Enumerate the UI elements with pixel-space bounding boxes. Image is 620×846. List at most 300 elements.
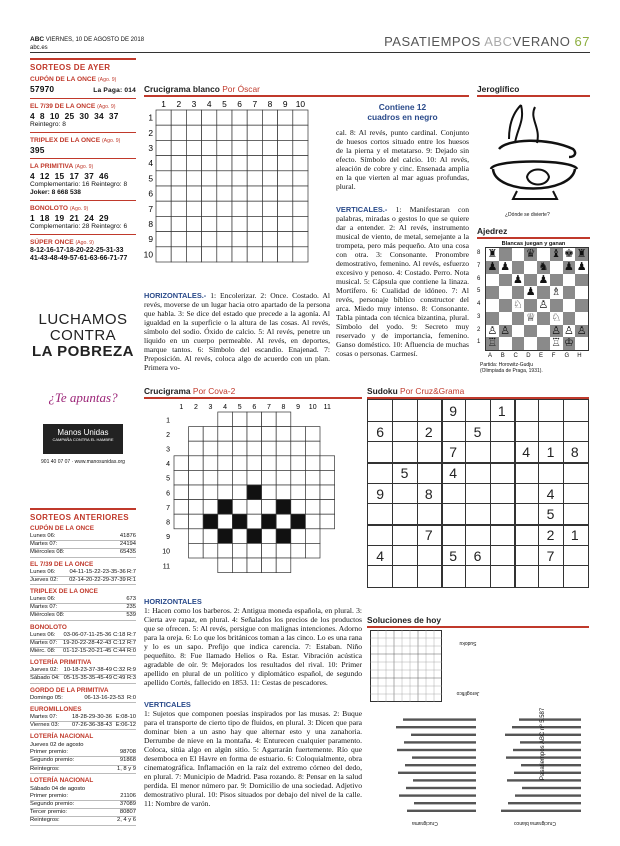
cc-cell[interactable]	[218, 558, 233, 573]
cc-cell[interactable]	[305, 456, 320, 471]
cb-cell[interactable]	[186, 125, 201, 140]
cb-cell[interactable]	[202, 171, 217, 186]
cc-cell[interactable]	[262, 500, 277, 515]
chess-square[interactable]	[563, 274, 576, 287]
chess-caption	[480, 362, 543, 374]
sudoku-cell[interactable]: 8	[570, 444, 579, 461]
cb-cell[interactable]	[217, 156, 232, 171]
cb-cell[interactable]	[278, 156, 293, 171]
chess-square[interactable]	[563, 312, 576, 325]
cb-cell[interactable]	[262, 247, 277, 262]
sudoku-cell[interactable]: 5	[400, 465, 409, 481]
cc-cell[interactable]	[203, 500, 218, 515]
cc-cell[interactable]	[232, 485, 247, 500]
chess-piece[interactable]: ♞	[538, 259, 549, 273]
cb-cell[interactable]	[232, 140, 247, 155]
solution-text-line	[414, 802, 476, 804]
cb-cell[interactable]	[202, 216, 217, 231]
sudoku-cell[interactable]: 4	[522, 444, 531, 461]
chess-piece[interactable]: ♕	[525, 310, 536, 324]
cc-cell[interactable]	[203, 470, 218, 485]
cb-cell[interactable]	[293, 156, 308, 171]
cb-title-row	[144, 84, 469, 94]
cc-rule	[144, 397, 362, 399]
cc-cell[interactable]	[203, 529, 218, 544]
cc-cell[interactable]	[189, 456, 204, 471]
cb-cell[interactable]	[262, 201, 277, 216]
sudoku-cell[interactable]: 4	[546, 485, 555, 502]
cc-cell[interactable]	[247, 427, 262, 442]
cc-cell[interactable]	[305, 485, 320, 500]
chess-square[interactable]	[524, 337, 537, 350]
cb-cell[interactable]	[186, 140, 201, 155]
cc-cell[interactable]	[232, 500, 247, 515]
cc-cell[interactable]	[218, 470, 233, 485]
cc-cell[interactable]	[291, 500, 306, 515]
cc-cell[interactable]	[174, 470, 189, 485]
section-name: PASATIEMPOS	[384, 34, 481, 49]
cc-cell[interactable]	[276, 412, 291, 427]
cc-cell[interactable]	[320, 485, 335, 500]
brand-abc: ABC	[484, 34, 513, 49]
chess-piece[interactable]: ♝	[551, 247, 562, 260]
cc-cell[interactable]	[218, 441, 233, 456]
cb-cell[interactable]	[186, 156, 201, 171]
cc-cell[interactable]	[305, 441, 320, 456]
cc-cell[interactable]	[291, 441, 306, 456]
cb-cell[interactable]	[217, 110, 232, 125]
cb-cell[interactable]	[156, 186, 171, 201]
cb-cell[interactable]	[171, 156, 186, 171]
cb-cell[interactable]	[262, 186, 277, 201]
cb-cell[interactable]	[171, 125, 186, 140]
cb-cell[interactable]	[247, 186, 262, 201]
cb-cell[interactable]	[293, 125, 308, 140]
chess-square[interactable]	[537, 325, 550, 338]
cb-cell[interactable]	[186, 110, 201, 125]
cc-cell[interactable]	[232, 427, 247, 442]
sudoku-cell[interactable]: 1	[497, 403, 506, 419]
cb-cell[interactable]	[293, 216, 308, 231]
chess-piece[interactable]: ♟	[487, 259, 498, 273]
cb-cell[interactable]	[156, 125, 171, 140]
cb-cell[interactable]	[171, 140, 186, 155]
sudoku-cell[interactable]: 6	[376, 423, 385, 440]
sudoku-cell[interactable]: 9	[376, 485, 385, 502]
cb-cell[interactable]	[202, 110, 217, 125]
bonoloto-comp: Complementario: 28 Reintegro: 6	[30, 223, 128, 230]
cc-cell[interactable]	[247, 470, 262, 485]
cc-cell[interactable]	[218, 514, 233, 529]
chess-piece[interactable]: ♚	[563, 247, 574, 260]
cc-cell[interactable]	[232, 470, 247, 485]
cb-cell[interactable]	[186, 171, 201, 186]
cc-cell[interactable]	[291, 543, 306, 558]
chess-square[interactable]	[537, 248, 550, 261]
cb-cell[interactable]	[232, 232, 247, 247]
chess-square[interactable]	[486, 274, 499, 287]
cc-cell[interactable]	[203, 427, 218, 442]
cb-cell[interactable]	[186, 216, 201, 231]
cc-cell[interactable]	[320, 456, 335, 471]
chess-piece[interactable]: ♙	[551, 323, 562, 337]
chess-piece[interactable]: ♟	[563, 259, 574, 273]
cb-cell[interactable]	[247, 247, 262, 262]
chess-piece[interactable]: ♟	[512, 272, 523, 286]
cc-cell[interactable]	[305, 543, 320, 558]
cb-cell[interactable]	[278, 186, 293, 201]
cb-cell[interactable]	[232, 216, 247, 231]
cb-cell[interactable]	[247, 232, 262, 247]
cc-row-number: 6	[166, 490, 170, 498]
chess-square[interactable]	[524, 325, 537, 338]
cc-cell[interactable]	[276, 558, 291, 573]
cb-cell[interactable]	[186, 186, 201, 201]
chess-square[interactable]	[499, 248, 512, 261]
cb-cell[interactable]	[202, 140, 217, 155]
cc-cell[interactable]	[247, 412, 262, 427]
cb-cell[interactable]	[247, 125, 262, 140]
table-row	[30, 541, 136, 549]
cb-cell[interactable]	[293, 232, 308, 247]
cb-cell[interactable]	[278, 232, 293, 247]
cb-cell[interactable]	[217, 140, 232, 155]
solutions-text-block	[380, 712, 585, 816]
sudoku-cell[interactable]: 9	[449, 403, 458, 419]
cb-cell[interactable]	[171, 110, 186, 125]
cb-cell[interactable]	[278, 171, 293, 186]
cb-cell[interactable]	[156, 201, 171, 216]
chess-piece[interactable]: ♟	[576, 259, 587, 273]
chess-square[interactable]	[512, 248, 525, 261]
chess-square[interactable]	[537, 312, 550, 325]
cc-cell[interactable]	[262, 529, 277, 544]
chess-piece[interactable]: ♘	[512, 298, 523, 311]
cb-cell[interactable]	[202, 156, 217, 171]
cc-cell[interactable]	[276, 470, 291, 485]
cc-cell[interactable]	[189, 543, 204, 558]
cc-cell[interactable]	[305, 427, 320, 442]
cc-cell[interactable]	[232, 412, 247, 427]
chess-square[interactable]	[550, 261, 563, 274]
chess-square[interactable]	[524, 299, 537, 312]
cc-cell[interactable]	[276, 514, 291, 529]
cc-cell[interactable]	[232, 441, 247, 456]
sudoku-cell[interactable]: 1	[570, 527, 579, 543]
chess-square[interactable]	[499, 274, 512, 287]
sudoku-cell[interactable]: 6	[473, 547, 482, 564]
cb-cell[interactable]	[278, 110, 293, 125]
cb-cell[interactable]	[293, 201, 308, 216]
chess-square[interactable]	[499, 299, 512, 312]
cb-cell[interactable]	[171, 216, 186, 231]
sudoku-cell[interactable]: 7	[424, 527, 433, 543]
chess-piece[interactable]: ♙	[576, 323, 587, 337]
cb-cell[interactable]	[171, 232, 186, 247]
cc-cell[interactable]	[276, 427, 291, 442]
cb-col-number: 5	[222, 99, 227, 109]
cb-cell[interactable]	[247, 156, 262, 171]
cc-cell[interactable]	[262, 412, 277, 427]
cb-cell[interactable]	[156, 156, 171, 171]
chess-square[interactable]	[512, 312, 525, 325]
sudoku-cell[interactable]: 7	[449, 444, 458, 461]
cc-cell[interactable]	[218, 427, 233, 442]
chess-square[interactable]	[499, 337, 512, 350]
cc-cell[interactable]	[189, 485, 204, 500]
chess-piece[interactable]: ♖	[487, 336, 498, 350]
cb-cell[interactable]	[156, 232, 171, 247]
cc-cell[interactable]	[218, 543, 233, 558]
cb-cell[interactable]	[202, 186, 217, 201]
cc-cell[interactable]	[203, 456, 218, 471]
cc-cell[interactable]	[291, 485, 306, 500]
cc-cell[interactable]	[291, 529, 306, 544]
cc-cell[interactable]	[232, 529, 247, 544]
chess-piece[interactable]: ♟	[538, 272, 549, 286]
cb-cell[interactable]	[171, 171, 186, 186]
cc-cell[interactable]	[262, 558, 277, 573]
cb-cell[interactable]	[247, 140, 262, 155]
cc-cell[interactable]	[276, 456, 291, 471]
cb-cell[interactable]	[293, 110, 308, 125]
sa-group-title: BONOLOTO	[30, 623, 67, 631]
table-cell: C:12 R:7	[113, 639, 136, 646]
chess-square[interactable]	[486, 312, 499, 325]
cc-cell[interactable]	[262, 470, 277, 485]
table-cell: Reintegros:	[30, 817, 60, 824]
chess-piece[interactable]: ♙	[500, 323, 511, 337]
cb-cell[interactable]	[278, 247, 293, 262]
cb-cell[interactable]	[247, 171, 262, 186]
chess-square[interactable]	[512, 325, 525, 338]
cb-cell[interactable]	[278, 216, 293, 231]
chess-piece[interactable]: ♟	[500, 259, 511, 273]
cc-cell[interactable]	[262, 485, 277, 500]
chess-square[interactable]	[575, 274, 588, 287]
cb-cell[interactable]	[171, 186, 186, 201]
chess-square[interactable]	[575, 337, 588, 350]
cc-cell[interactable]	[203, 485, 218, 500]
cb-cell[interactable]	[247, 110, 262, 125]
cc-cell[interactable]	[276, 543, 291, 558]
cb-cell[interactable]	[217, 186, 232, 201]
cb-cell[interactable]	[186, 201, 201, 216]
chess-piece[interactable]: ♛	[525, 247, 536, 260]
cc-cell[interactable]	[320, 470, 335, 485]
cc-cell[interactable]	[247, 456, 262, 471]
chess-piece[interactable]: ♜	[487, 247, 498, 260]
cc-cell[interactable]	[174, 514, 189, 529]
cc-cell[interactable]	[218, 456, 233, 471]
cc-cell[interactable]	[189, 514, 204, 529]
sudoku-cell[interactable]: 4	[449, 465, 458, 481]
cc-cell[interactable]	[174, 500, 189, 515]
cc-cell[interactable]	[291, 470, 306, 485]
cc-cell[interactable]	[291, 456, 306, 471]
cb-cell[interactable]	[217, 171, 232, 186]
cc-cell[interactable]	[320, 500, 335, 515]
cb-cell[interactable]	[156, 171, 171, 186]
chess-piece[interactable]: ♖	[551, 336, 562, 350]
cc-col-number: 4	[223, 404, 228, 411]
sudoku-cell[interactable]: 1	[546, 444, 555, 461]
cc-cell[interactable]	[247, 441, 262, 456]
cb-cell[interactable]	[202, 125, 217, 140]
chess-piece[interactable]: ♔	[563, 336, 574, 350]
sudoku-cell[interactable]: 4	[376, 547, 385, 564]
cb-cell[interactable]	[171, 247, 186, 262]
cb-cell[interactable]	[247, 216, 262, 231]
cc-cell[interactable]	[305, 529, 320, 544]
cc-cell[interactable]	[203, 441, 218, 456]
cc-cell[interactable]	[189, 529, 204, 544]
cc-col-number: 5	[237, 404, 242, 411]
cb-cell[interactable]	[232, 156, 247, 171]
cb-cell[interactable]	[262, 216, 277, 231]
chess-square[interactable]	[486, 299, 499, 312]
cc-cell[interactable]	[320, 514, 335, 529]
chess-square[interactable]	[512, 337, 525, 350]
cb-cell[interactable]	[293, 171, 308, 186]
cc-cell[interactable]	[189, 441, 204, 456]
chess-square[interactable]	[512, 261, 525, 274]
cb-cell[interactable]	[262, 125, 277, 140]
cb-cell[interactable]	[262, 140, 277, 155]
cc-cell[interactable]	[232, 543, 247, 558]
sudoku-cell[interactable]: 8	[424, 485, 433, 502]
cc-cell[interactable]	[276, 485, 291, 500]
cb-cell[interactable]	[247, 201, 262, 216]
sudoku-cell[interactable]: 7	[546, 547, 555, 564]
cb-cell[interactable]	[171, 201, 186, 216]
cc-cell[interactable]	[247, 514, 262, 529]
chess-square[interactable]	[537, 337, 550, 350]
cc-cell[interactable]	[189, 427, 204, 442]
cb-cell[interactable]	[217, 125, 232, 140]
table-cell: C:18 R:7	[113, 631, 136, 638]
cc-cell[interactable]	[276, 441, 291, 456]
chess-piece[interactable]: ♙	[487, 323, 498, 337]
cb-cell[interactable]	[217, 216, 232, 231]
chess-square[interactable]	[575, 286, 588, 299]
cc-cell[interactable]	[189, 470, 204, 485]
sol-vertical-caption: Pasatiempos ABC nº 5.587	[540, 707, 546, 780]
cc-cell[interactable]	[291, 427, 306, 442]
chess-square[interactable]	[499, 286, 512, 299]
chess-rank-label: 6	[477, 275, 481, 282]
cc-cell[interactable]	[247, 500, 262, 515]
cc-row-number: 4	[166, 461, 170, 469]
cc-cell[interactable]	[232, 456, 247, 471]
cc-cell[interactable]	[174, 485, 189, 500]
cb-cell[interactable]	[262, 110, 277, 125]
chess-square[interactable]	[563, 299, 576, 312]
cb-cell[interactable]	[156, 247, 171, 262]
cc-row-number: 9	[166, 534, 170, 542]
cb-cell[interactable]	[202, 247, 217, 262]
sudoku-cell[interactable]: 5	[546, 506, 555, 523]
cc-cell[interactable]	[232, 558, 247, 573]
cb-cell[interactable]	[217, 201, 232, 216]
cb-cell[interactable]	[202, 201, 217, 216]
cb-cell[interactable]	[278, 140, 293, 155]
cc-cell[interactable]	[174, 456, 189, 471]
sudoku-cell[interactable]: 2	[546, 527, 555, 543]
chess-piece[interactable]: ♗	[551, 285, 562, 299]
chess-piece[interactable]: ♙	[563, 323, 574, 337]
cc-cell[interactable]	[262, 543, 277, 558]
cc-cell[interactable]	[305, 500, 320, 515]
cb-cell[interactable]	[232, 171, 247, 186]
table-row	[30, 648, 136, 656]
sudoku-cell[interactable]: 5	[473, 423, 482, 440]
sudoku-cell[interactable]: 2	[424, 423, 433, 440]
cb-cell[interactable]	[262, 156, 277, 171]
chess-square[interactable]	[563, 286, 576, 299]
cc-cell[interactable]	[247, 543, 262, 558]
cb-cell[interactable]	[262, 232, 277, 247]
cb-cell[interactable]	[217, 232, 232, 247]
cb-cell[interactable]	[232, 201, 247, 216]
chess-square[interactable]	[524, 261, 537, 274]
cb-col-number: 8	[267, 99, 273, 109]
cb-cell[interactable]	[293, 186, 308, 201]
cb-cell[interactable]	[278, 125, 293, 140]
cc-cell[interactable]	[218, 412, 233, 427]
cb-cell[interactable]	[156, 140, 171, 155]
cb-cell[interactable]	[232, 186, 247, 201]
cc-cell[interactable]	[203, 543, 218, 558]
cb-cell[interactable]	[156, 216, 171, 231]
cb-cell[interactable]	[217, 247, 232, 262]
cb-cell[interactable]	[186, 232, 201, 247]
sudoku-hline	[368, 483, 588, 484]
cc-cell[interactable]	[247, 558, 262, 573]
chess-square[interactable]	[486, 286, 499, 299]
table-cell: Lunes 06:	[30, 568, 56, 575]
chess-piece[interactable]: ♙	[538, 298, 549, 311]
cc-cell[interactable]	[189, 500, 204, 515]
cb-cell[interactable]	[262, 171, 277, 186]
chess-square[interactable]	[499, 312, 512, 325]
cc-cell[interactable]	[305, 470, 320, 485]
cc-cell[interactable]	[262, 427, 277, 442]
brand-verano: VERANO	[512, 34, 571, 49]
cb-cell[interactable]	[202, 232, 217, 247]
cb-cell[interactable]	[232, 247, 247, 262]
cc-cell[interactable]	[305, 514, 320, 529]
chess-square[interactable]	[575, 299, 588, 312]
cc-cell[interactable]	[218, 485, 233, 500]
chess-square[interactable]	[575, 312, 588, 325]
sudoku-cell[interactable]: 5	[449, 547, 458, 564]
chess-square[interactable]	[550, 299, 563, 312]
cb-cell[interactable]	[156, 110, 171, 125]
cc-cell[interactable]	[262, 441, 277, 456]
chess-piece[interactable]: ♟	[525, 285, 536, 299]
cb-cell[interactable]	[293, 247, 308, 262]
chess-piece[interactable]: ♜	[576, 247, 587, 260]
table-cell: Jueves 02:	[30, 576, 59, 583]
chess-piece[interactable]: ♘	[551, 310, 562, 324]
cb-cell[interactable]	[186, 247, 201, 262]
cb-cell[interactable]	[278, 201, 293, 216]
cc-cell[interactable]	[262, 456, 277, 471]
cb-cell[interactable]	[232, 125, 247, 140]
cb-cell[interactable]	[293, 140, 308, 155]
cb-cell[interactable]	[232, 110, 247, 125]
